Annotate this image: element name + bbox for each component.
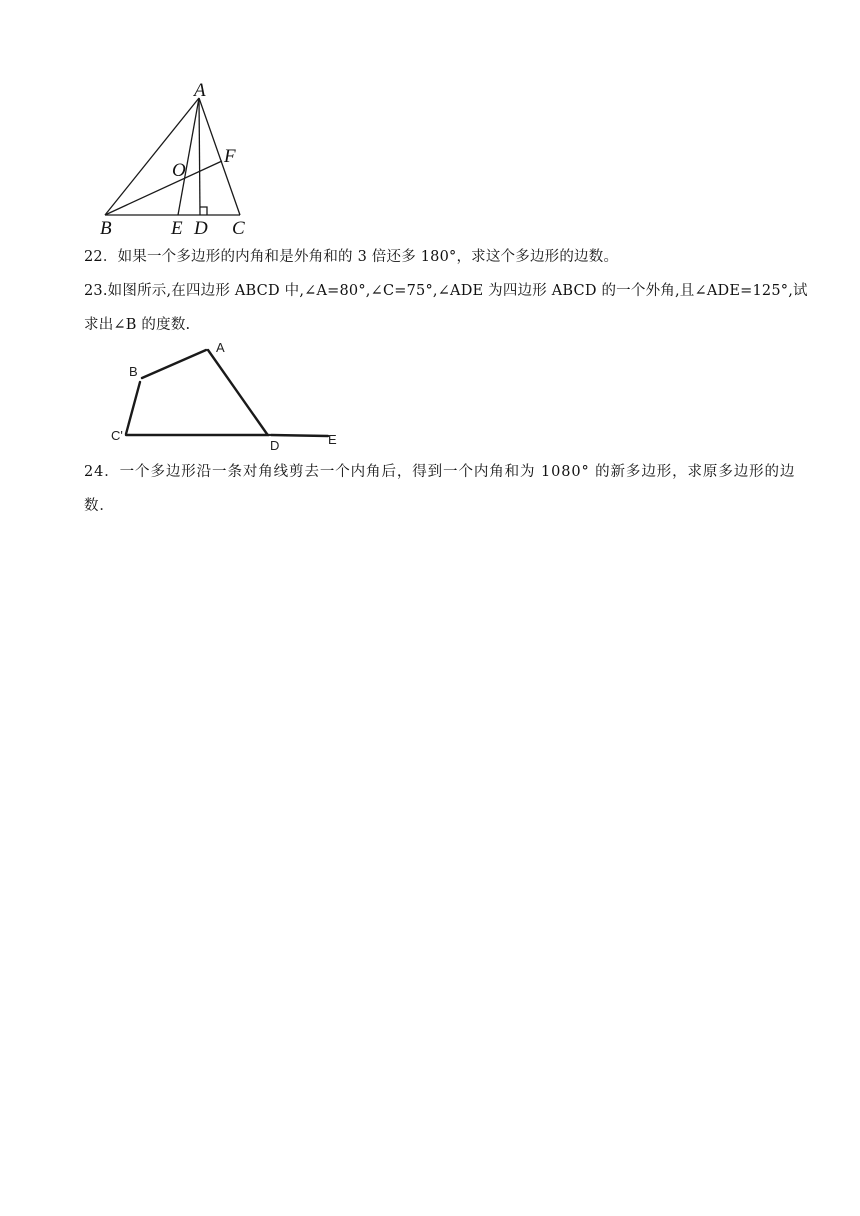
question-22: [84, 240, 814, 274]
label-b: B: [100, 218, 112, 239]
label-a: A: [216, 340, 225, 355]
quadrilateral-diagram: [100, 338, 350, 453]
label-e: E: [171, 218, 183, 239]
question-number: 22．: [84, 249, 118, 265]
label-b: B: [129, 364, 138, 379]
segment-ae: [178, 98, 199, 215]
quadrilateral-figure: [100, 338, 350, 453]
question-number: 24．: [84, 464, 120, 480]
triangle-diagram: [90, 80, 270, 240]
question-24: [84, 455, 814, 523]
question-23: [84, 274, 814, 342]
question-number: 23.: [84, 283, 108, 299]
question-text: 如图所示,在四边形 ABCD 中,∠A=80°,∠C=75°,∠ADE 为四边形 ABCD 的一个外角,且∠ADE=125°,试求出∠B 的度数.: [84, 283, 808, 333]
triangle-figure: [90, 80, 270, 240]
label-d: D: [270, 438, 280, 453]
segment-ad: [208, 350, 267, 434]
label-d: D: [194, 218, 208, 239]
segment-de: [271, 435, 328, 436]
right-angle-marker: [200, 207, 207, 215]
question-text: 如果一个多边形的内角和是外角和的 3 倍还多 180°，求这个多边形的边数。: [117, 249, 619, 265]
label-a: A: [194, 80, 206, 101]
label-c: C': [111, 428, 123, 443]
label-o: O: [172, 160, 186, 181]
label-f: F: [224, 146, 236, 167]
label-e: E: [328, 432, 337, 447]
segment-ab: [105, 98, 199, 215]
segment-ba: [142, 350, 206, 378]
question-text: 一个多边形沿一条对角线剪去一个内角后，得到一个内角和为 1080° 的新多边形，求原多边形的边数．: [84, 464, 796, 514]
label-c: C: [232, 218, 245, 239]
segment-cb: [126, 382, 140, 434]
segment-ad: [199, 98, 200, 215]
